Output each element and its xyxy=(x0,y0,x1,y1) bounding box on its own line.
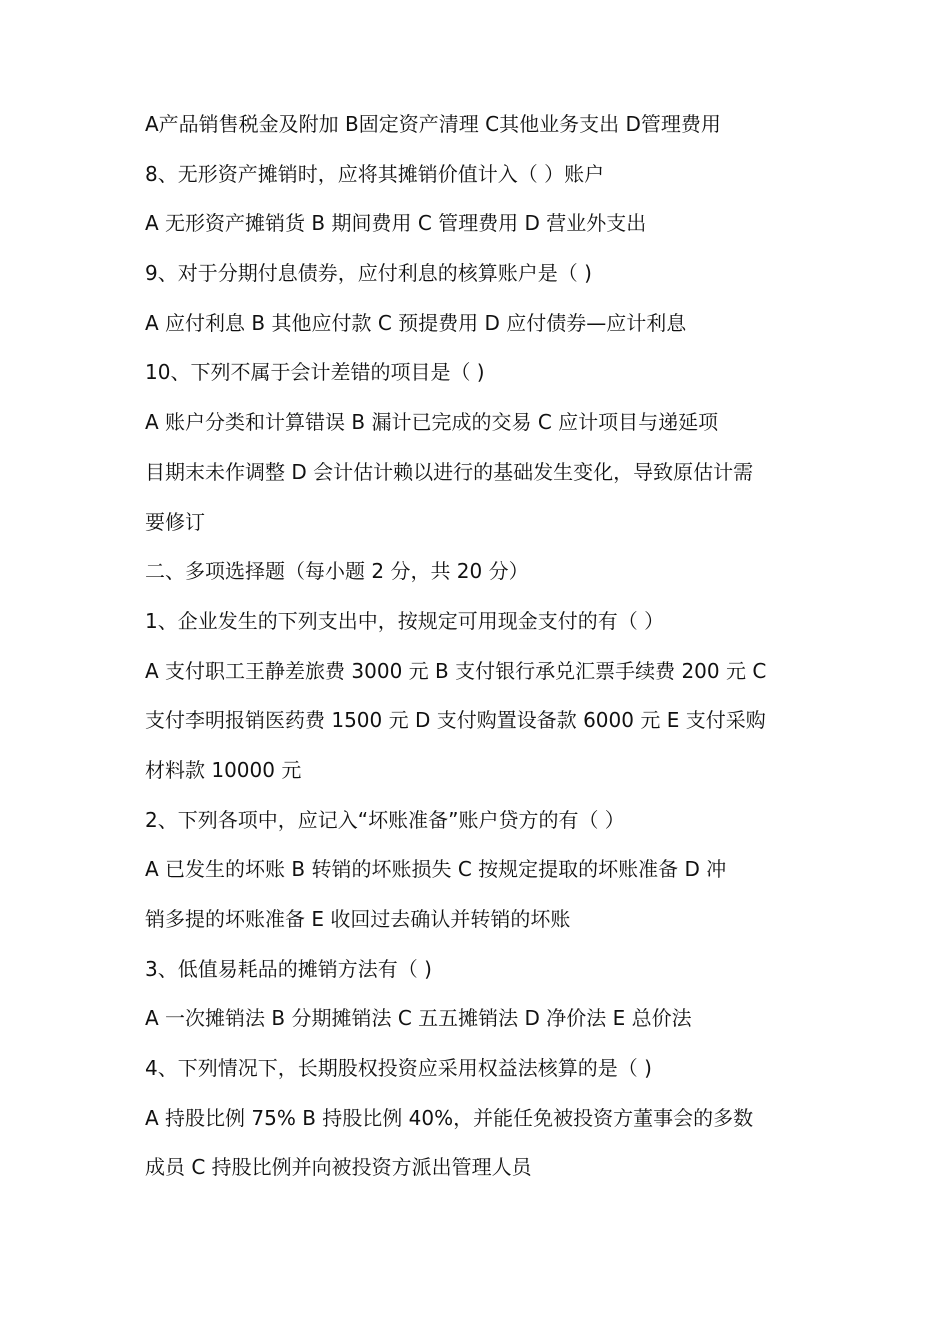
mc-question-4-options-line-2: 成员 C 持股比例并向被投资方派出管理人员 xyxy=(145,1155,532,1180)
mc-question-1-options-line-2: 支付李明报销医药费 1500 元 D 支付购置设备款 6000 元 E 支付采购 xyxy=(145,708,766,733)
question-10-options-line-2: 目期末未作调整 D 会计估计赖以进行的基础发生变化，导致原估计需 xyxy=(145,459,754,484)
mc-question-4-options-line-1: A 持股比例 75% B 持股比例 40%，并能任免被投资方董事会的多数 xyxy=(145,1105,754,1130)
mc-question-3: 3、低值易耗品的摊销方法有（ ) xyxy=(145,956,432,981)
question-10-options-line-1: A 账户分类和计算错误 B 漏计已完成的交易 C 应计项目与递延项 xyxy=(145,410,719,435)
mc-question-4: 4、下列情况下，长期股权投资应采用权益法核算的是（ ) xyxy=(145,1056,652,1081)
document-page xyxy=(145,100,815,1193)
mc-question-2-options-line-2: 销多提的坏账准备 E 收回过去确认并转销的坏账 xyxy=(145,907,571,931)
mc-question-3-options: A 一次摊销法 B 分期摊销法 C 五五摊销法 D 净价法 E 总价法 xyxy=(145,1006,692,1031)
question-8-options: A 无形资产摊销货 B 期间费用 C 管理费用 D 营业外支出 xyxy=(145,211,647,236)
question-8: 8、无形资产摊销时，应将其摊销价值计入（ ）账户 xyxy=(145,161,605,186)
mc-question-1-options-line-1: A 支付职工王静差旅费 3000 元 B 支付银行承兑汇票手续费 200 元 C xyxy=(145,658,767,683)
section-heading-multiple-choice: 二、多项选择题（每小题 2 分，共 20 分） xyxy=(145,559,529,584)
mc-question-2: 2、下列各项中，应记入“坏账准备”账户贷方的有（ ） xyxy=(145,807,625,832)
question-9: 9、对于分期付息债券，应付利息的核算账户是（ ) xyxy=(145,261,592,286)
text-line-1: A产品销售税金及附加 B固定资产清理 C其他业务支出 D管理费用 xyxy=(145,112,721,136)
mc-question-1: 1、企业发生的下列支出中，按规定可用现金支付的有（ ） xyxy=(145,608,665,633)
question-10-options-line-3: 要修订 xyxy=(145,509,205,534)
question-9-options: A 应付利息 B 其他应付款 C 预提费用 D 应付债券—应计利息 xyxy=(145,310,687,335)
mc-question-2-options-line-1: A 已发生的坏账 B 转销的坏账损失 C 按规定提取的坏账准备 D 冲 xyxy=(145,857,727,882)
mc-question-1-options-line-3: 材料款 10000 元 xyxy=(145,757,302,782)
question-10: 10、下列不属于会计差错的项目是（ ) xyxy=(145,360,485,385)
